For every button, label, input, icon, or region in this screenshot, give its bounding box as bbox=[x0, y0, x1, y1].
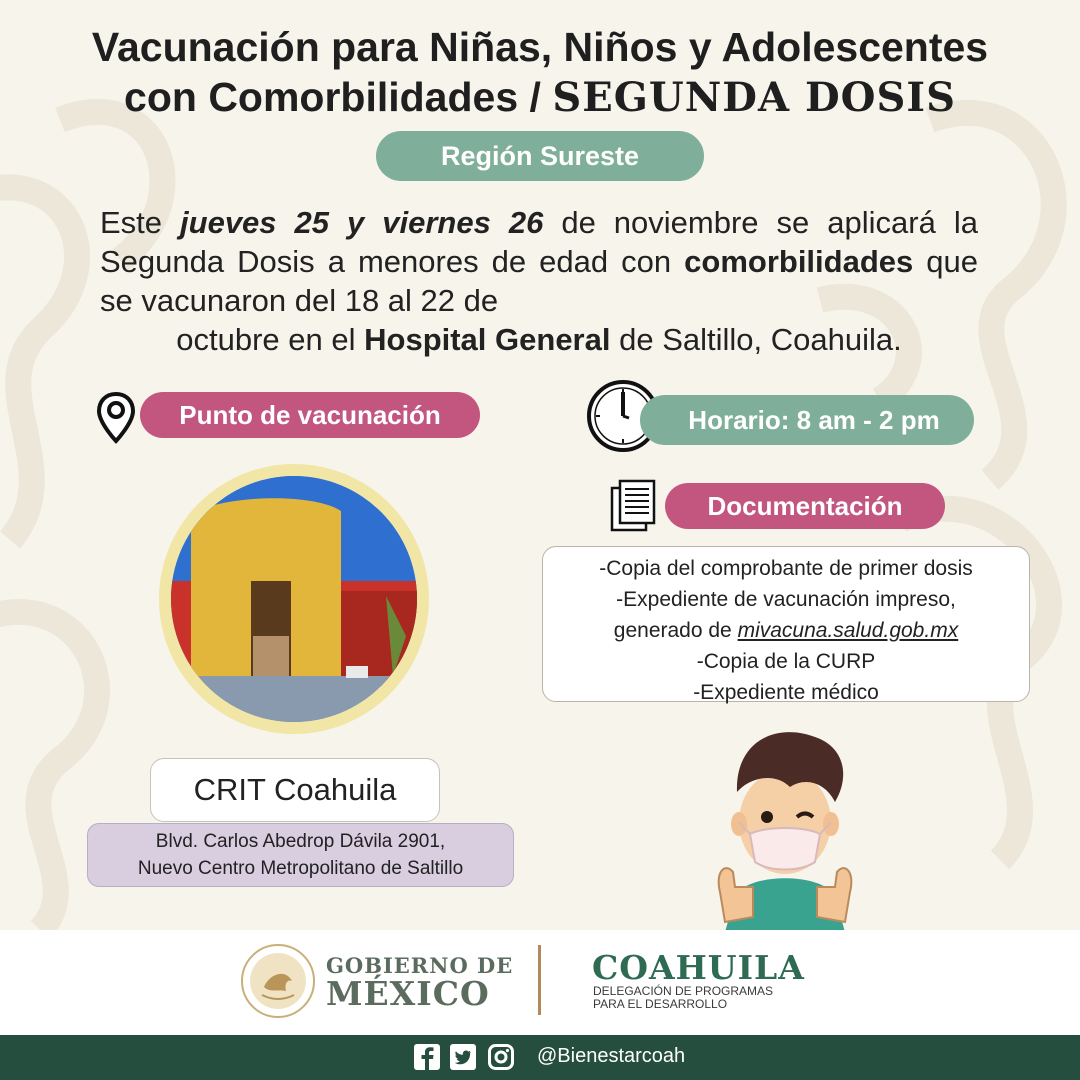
intro-paragraph bbox=[100, 203, 978, 359]
gobierno-logo-line2: MÉXICO bbox=[326, 974, 490, 1013]
document-item: -Copia del comprobante de primer dosis bbox=[599, 557, 973, 580]
footer-divider bbox=[538, 945, 541, 1015]
vaccination-point-label: Punto de vacunación bbox=[140, 392, 480, 438]
location-address bbox=[87, 823, 514, 887]
location-pin-icon bbox=[96, 391, 136, 445]
facebook-icon[interactable] bbox=[414, 1044, 440, 1070]
subtitle-line: DELEGACIÓN DE PROGRAMAS bbox=[593, 984, 774, 998]
intro-text: de noviembre se aplicará la Segunda Dosis a menores de edad con bbox=[100, 205, 978, 279]
intro-text: de Saltillo, Coahuila. bbox=[610, 322, 902, 357]
document-item: -Expediente de vacunación impreso, bbox=[616, 588, 956, 611]
website-link[interactable]: mivacuna.salud.gob.mx bbox=[737, 619, 959, 642]
gobierno-logo-line1: GOBIERNO DE bbox=[326, 953, 514, 978]
documentation-label: Documentación bbox=[665, 483, 945, 529]
headline-line-2 bbox=[0, 72, 1080, 123]
document-item bbox=[543, 615, 1029, 646]
document-item: -Expediente médico bbox=[693, 681, 879, 704]
location-name: CRIT Coahuila bbox=[150, 758, 440, 822]
documents-list bbox=[542, 546, 1030, 702]
headline-prefix: con Comorbilidades / bbox=[124, 74, 553, 120]
intro-text: que se vacunaron del 18 al 22 de bbox=[100, 244, 979, 318]
coahuila-logo-subtitle bbox=[593, 985, 813, 1011]
headline-line-1: Vacunación para Niñas, Niños y Adolescentes bbox=[91, 24, 989, 70]
child-mascot-illustration bbox=[705, 722, 865, 932]
region-badge: Región Sureste bbox=[376, 131, 704, 181]
twitter-icon[interactable] bbox=[450, 1044, 476, 1070]
address-line: Blvd. Carlos Abedrop Dávila 2901, bbox=[155, 831, 446, 852]
location-photo bbox=[159, 464, 429, 734]
document-item: -Copia de la CURP bbox=[696, 650, 876, 673]
intro-comorbidities: comorbilidades bbox=[684, 244, 914, 279]
coahuila-logo-title: COAHUILA bbox=[592, 948, 805, 987]
schedule-label: Horario: 8 am - 2 pm bbox=[640, 395, 974, 445]
document-item-text: generado de bbox=[613, 619, 738, 642]
intro-text: Este bbox=[100, 205, 181, 240]
instagram-icon[interactable] bbox=[488, 1044, 514, 1070]
documents-icon bbox=[608, 478, 660, 534]
social-handle[interactable]: @Bienestarcoah bbox=[537, 1045, 686, 1067]
address-line: Nuevo Centro Metropolitano de Saltillo bbox=[137, 858, 464, 879]
intro-text: octubre en el bbox=[176, 322, 365, 357]
mexico-seal-icon bbox=[240, 943, 316, 1019]
subtitle-line: PARA EL DESARROLLO bbox=[593, 997, 728, 1011]
headline-emphasis: SEGUNDA DOSIS bbox=[552, 74, 956, 121]
intro-hospital: Hospital General bbox=[364, 322, 611, 357]
intro-dates: jueves 25 y viernes 26 bbox=[180, 205, 544, 240]
